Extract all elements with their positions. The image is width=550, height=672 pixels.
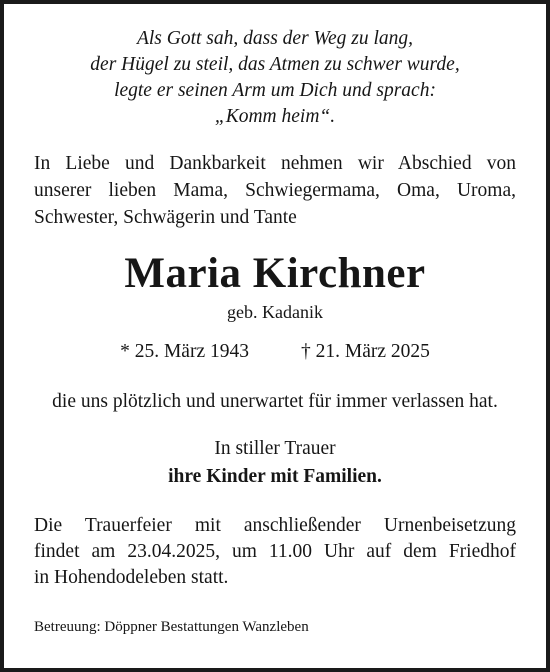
funeral-home-credit: Betreuung: Döppner Bestattungen Wanzleben (34, 619, 309, 635)
death-date: † 21. März 2025 (301, 341, 430, 362)
mourners-signature: ihre Kinder mit Familien. (168, 466, 382, 487)
funeral-line: findet am 23.04.2025, um 11.00 Uhr auf dem Friedhof (34, 541, 516, 562)
maiden-name: geb. Kadanik (227, 302, 323, 322)
life-dates (34, 339, 516, 365)
birth-date: * 25. März 1943 (120, 341, 249, 362)
funeral-details (34, 513, 516, 591)
poem-line: legte er seinen Arm um Dich und sprach: (114, 80, 436, 101)
poem-line: Als Gott sah, dass der Weg zu lang, (136, 28, 414, 49)
farewell-text: die uns plötzlich und unerwartet für immer verlassen hat. (52, 391, 498, 412)
funeral-line: Die Trauerfeier mit anschließender Urnenbeisetzung (34, 515, 516, 536)
poem-verse (34, 26, 516, 130)
intro-line: Schwester, Schwägerin und Tante (34, 207, 297, 228)
mourning-block (34, 435, 516, 491)
intro-line: In Liebe und Dankbarkeit nehmen wir Abschied von (34, 153, 516, 174)
poem-line: „Komm heim“. (214, 106, 336, 127)
intro-text (34, 150, 516, 231)
deceased-name: Maria Kirchner (124, 250, 426, 297)
funeral-line: in Hohendodeleben statt. (34, 567, 229, 588)
poem-line: der Hügel zu steil, das Atmen zu schwer wurde, (90, 54, 460, 75)
mourning-line: In stiller Trauer (214, 438, 336, 459)
intro-line: unserer lieben Mama, Schwiegermama, Oma, Uroma, (34, 180, 516, 201)
